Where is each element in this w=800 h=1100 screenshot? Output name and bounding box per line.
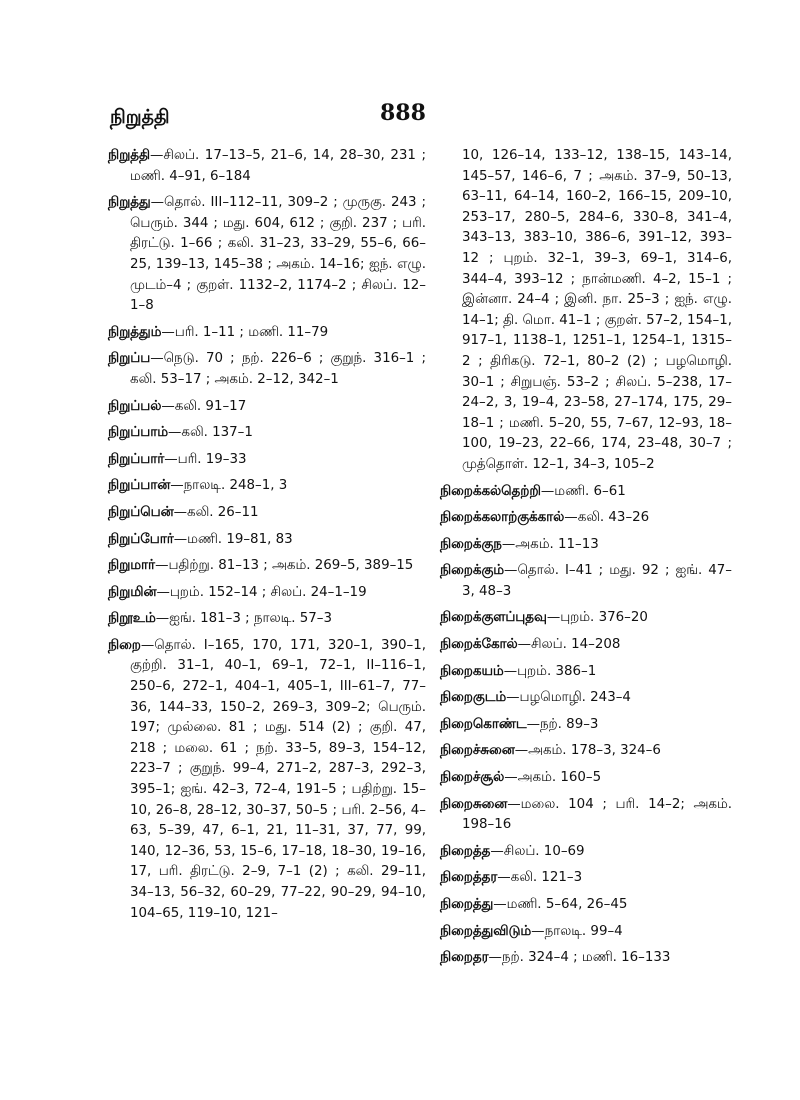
entry-references: —நற். 89–3 [526,716,599,732]
entry-headword: நிறைத்துவிடும் [440,923,532,939]
right-column [440,146,732,975]
entry-headword: நிறைத்தர [440,870,498,886]
entry-references: —அகம். 160–5 [504,770,602,786]
index-entry [440,561,732,602]
entry-headword: நிறைக்குந [440,536,502,552]
index-entry [108,450,426,471]
entry-headword: நிறுப்பாம் [108,425,168,441]
index-entry [440,146,732,476]
entry-headword: நிறைச்சூல் [440,770,505,786]
index-entry [440,482,732,503]
index-entry [440,795,732,836]
entry-references: —சிலப். 14–208 [517,637,621,653]
index-entry [108,583,426,604]
index-entry [440,948,732,969]
entry-headword: நிறைத்து [440,897,494,912]
index-entry [440,868,732,889]
entry-references: —புறம். 386–1 [503,663,597,679]
entry-references: —கலி. 26–11 [173,504,259,520]
entry-references: —தொல். III–112–11, 309–2 ; முருகு. 243 ; பெரும். 344 ; மது. 604, 612 ; குறி. 237 ; பரி. திரட்டு. 1–66 ; கலி. 31–23, 33–29, 55–6, 66–25, 139–13, 145–38 ; அகம். 14–16; ஐந். எழு. முடம்–4 ; குறள். 1132–2, 1174–2 ; சிலப். 12–1–8 [130,195,426,314]
entry-headword: நிறுப்போர் [108,531,174,547]
entry-references: —அகம். 11–13 [501,536,599,552]
entry-headword: நிறைகொண்ட [440,716,527,732]
index-entry [108,349,426,390]
index-entry [108,193,426,317]
index-entry [440,715,732,736]
entry-headword: நிறை [108,637,141,653]
entry-headword: நிறுமார் [108,558,156,574]
entry-headword: நிறுப்பல் [108,398,162,414]
index-entry [108,423,426,444]
entry-headword: நிறூஉம் [108,611,156,627]
index-entry [440,741,732,762]
entry-headword: நிறைகுடம் [440,690,507,706]
index-entry [440,662,732,683]
entry-references: —அகம். 178–3, 324–6 [514,743,661,759]
index-entry [440,508,732,529]
page-number: 888 [380,100,426,126]
entry-references: 10, 126–14, 133–12, 138–15, 143–14, 145–57, 146–6, 7 ; அகம். 37–9, 50–13, 63–11, 64–14, 160–2, 166–15, 209–10, 253–17, 280–5, 284–6, 330–8, 341–4, 343–13, 383–10, 386–6, 391–12, 393–12 ; புறம். 32–1, 39–3, 69–1, 314–6, 344–4, 393–12 ; நான்மணி. 4–2, 15–1 ; இன்னா. 24–4 ; இனி. நா. 25–3 ; ஐந். எழு. 14–1; தி. மொ. 41–1 ; குறள். 57–2, 154–1, 917–1, 1138–1, 1251–1, 1254–1, 1315–2 ; திரிகடு. 72–1, 80–2 (2) ; பழமொழி. 30–1 ; சிறுபஞ். 53–2 ; சிலப். 5–238, 17–24–2, 3, 19–4, 23–58, 27–174, 175, 29–18–1 ; மணி. 5–20, 55, 7–67, 12–93, 18–100, 19–23, 22–66, 174, 23–48, 30–7 ; முத்தொள். 12–1, 34–3, 105–2 [462,148,732,472]
entry-references: —பரி. 1–11 ; மணி. 11–79 [161,324,329,340]
index-entry [108,503,426,524]
entry-references: —மணி. 5–64, 26–45 [493,897,628,912]
entry-headword: நிறைக்கோல் [440,637,518,653]
entry-references: —கலி. 137–1 [167,425,253,441]
entry-headword: நிறுத்தும் [108,324,162,340]
entry-references: —பழமொழி. 243–4 [506,690,631,706]
entry-references: —சிலப். 17–13–5, 21–6, 14, 28–30, 231 ; மணி. 4–91, 6–184 [130,148,426,184]
entry-references: —சிலப். 10–69 [490,843,585,859]
index-entry [108,146,426,187]
index-entry [108,323,426,344]
index-entry [108,397,426,418]
index-entry [108,636,426,924]
entry-headword: நிறுப்பென் [108,504,174,520]
left-column [108,146,426,930]
index-entry [440,842,732,863]
index-entry [108,609,426,630]
index-entry [440,895,732,916]
entry-headword: நிறுப்பான் [108,478,171,494]
entry-references: —புறம். 152–14 ; சிலப். 24–1–19 [156,584,367,600]
entry-headword: நிறுத்தி [108,148,150,163]
entry-headword: நிறைத்த [440,843,491,859]
entry-references: —மலை. 104 ; பரி. 14–2; அகம். 198–16 [462,796,732,833]
entry-references: —மணி. 19–81, 83 [173,531,293,547]
entry-references: —கலி. 43–26 [564,510,650,526]
entry-references: —கலி. 121–3 [497,870,583,886]
entry-headword: நிறைசுனை [440,796,508,812]
index-entry [108,556,426,577]
index-entry [440,635,732,656]
entry-references: —ஐங். 181–3 ; நாலடி. 57–3 [155,611,333,627]
index-entry [440,688,732,709]
entry-headword: நிறுமின் [108,584,157,600]
entry-headword: நிறைக்கலாற்குக்கால் [440,510,565,526]
entry-references: —பரி. 19–33 [164,451,247,467]
entry-headword: நிறைச்சுனை [440,743,515,759]
index-entry [108,530,426,551]
entry-headword: நிறைக்கல்தெற்றி [440,483,541,499]
entry-headword: நிறைதர [440,950,489,966]
page-header [0,98,800,138]
entry-references: —கலி. 91–17 [161,398,247,414]
entry-headword: நிறுத்து [108,195,151,211]
running-headword: நிறுத்தி [110,106,170,128]
entry-headword: நிறுப்ப [108,351,151,367]
entry-headword: நிறைக்குளப்புதவு [440,610,547,626]
entry-references: —நற். 324–4 ; மணி. 16–133 [488,950,671,966]
entry-headword: நிறைக்கும் [440,563,505,579]
entry-references: —பதிற்று. 81–13 ; அகம். 269–5, 389–15 [155,558,414,574]
index-entry [440,768,732,789]
entry-references: —தொல். I–165, 170, 171, 320–1, 390–1, குற்றி. 31–1, 40–1, 69–1, 72–1, II–116–1, 250–6, 272–1, 404–1, 405–1, III–61–7, 77–36, 144–33, 150–2, 269–3, 309–2; பெரும். 197; முல்லை. 81 ; மது. 514 (2) ; குறி. 47, 218 ; மலை. 61 ; நற். 33–5, 89–3, 154–12, 223–7 ; குறுந். 99–4, 271–2, 287–3, 292–3, 395–1; ஐங். 42–3, 72–4, 191–5 ; பதிற்று. 15–10, 26–8, 28–12, 30–37, 50–5 ; பரி. 2–56, 4–63, 5–39, 47, 6–1, 21, 11–31, 37, 77, 99, 140, 12–36, 53, 15–6, 17–18, 18–30, 19–16, 17, பரி. திரட்டு. 2–9, 7–1 (2) ; கலி. 29–11, 34–13, 56–32, 60–29, 77–22, 90–29, 94–10, 104–65, 119–10, 121– [130,637,426,921]
entry-references: —தொல். I–41 ; மது. 92 ; ஐங். 47–3, 48–3 [462,563,732,599]
entry-references: —நெடு. 70 ; நற். 226–6 ; குறுந். 316–1 ; கலி. 53–17 ; அகம். 2–12, 342–1 [130,351,426,387]
entry-references: —மணி. 6–61 [540,483,626,499]
index-entry [440,608,732,629]
entry-references: —நாலடி. 99–4 [531,923,623,939]
entry-references: —புறம். 376–20 [546,610,648,626]
index-entry [108,476,426,497]
entry-references: —நாலடி. 248–1, 3 [170,478,288,494]
entry-headword: நிறுப்பார் [108,451,165,467]
entry-headword: நிறைகயம் [440,663,504,679]
index-entry [440,535,732,556]
index-entry [440,922,732,943]
